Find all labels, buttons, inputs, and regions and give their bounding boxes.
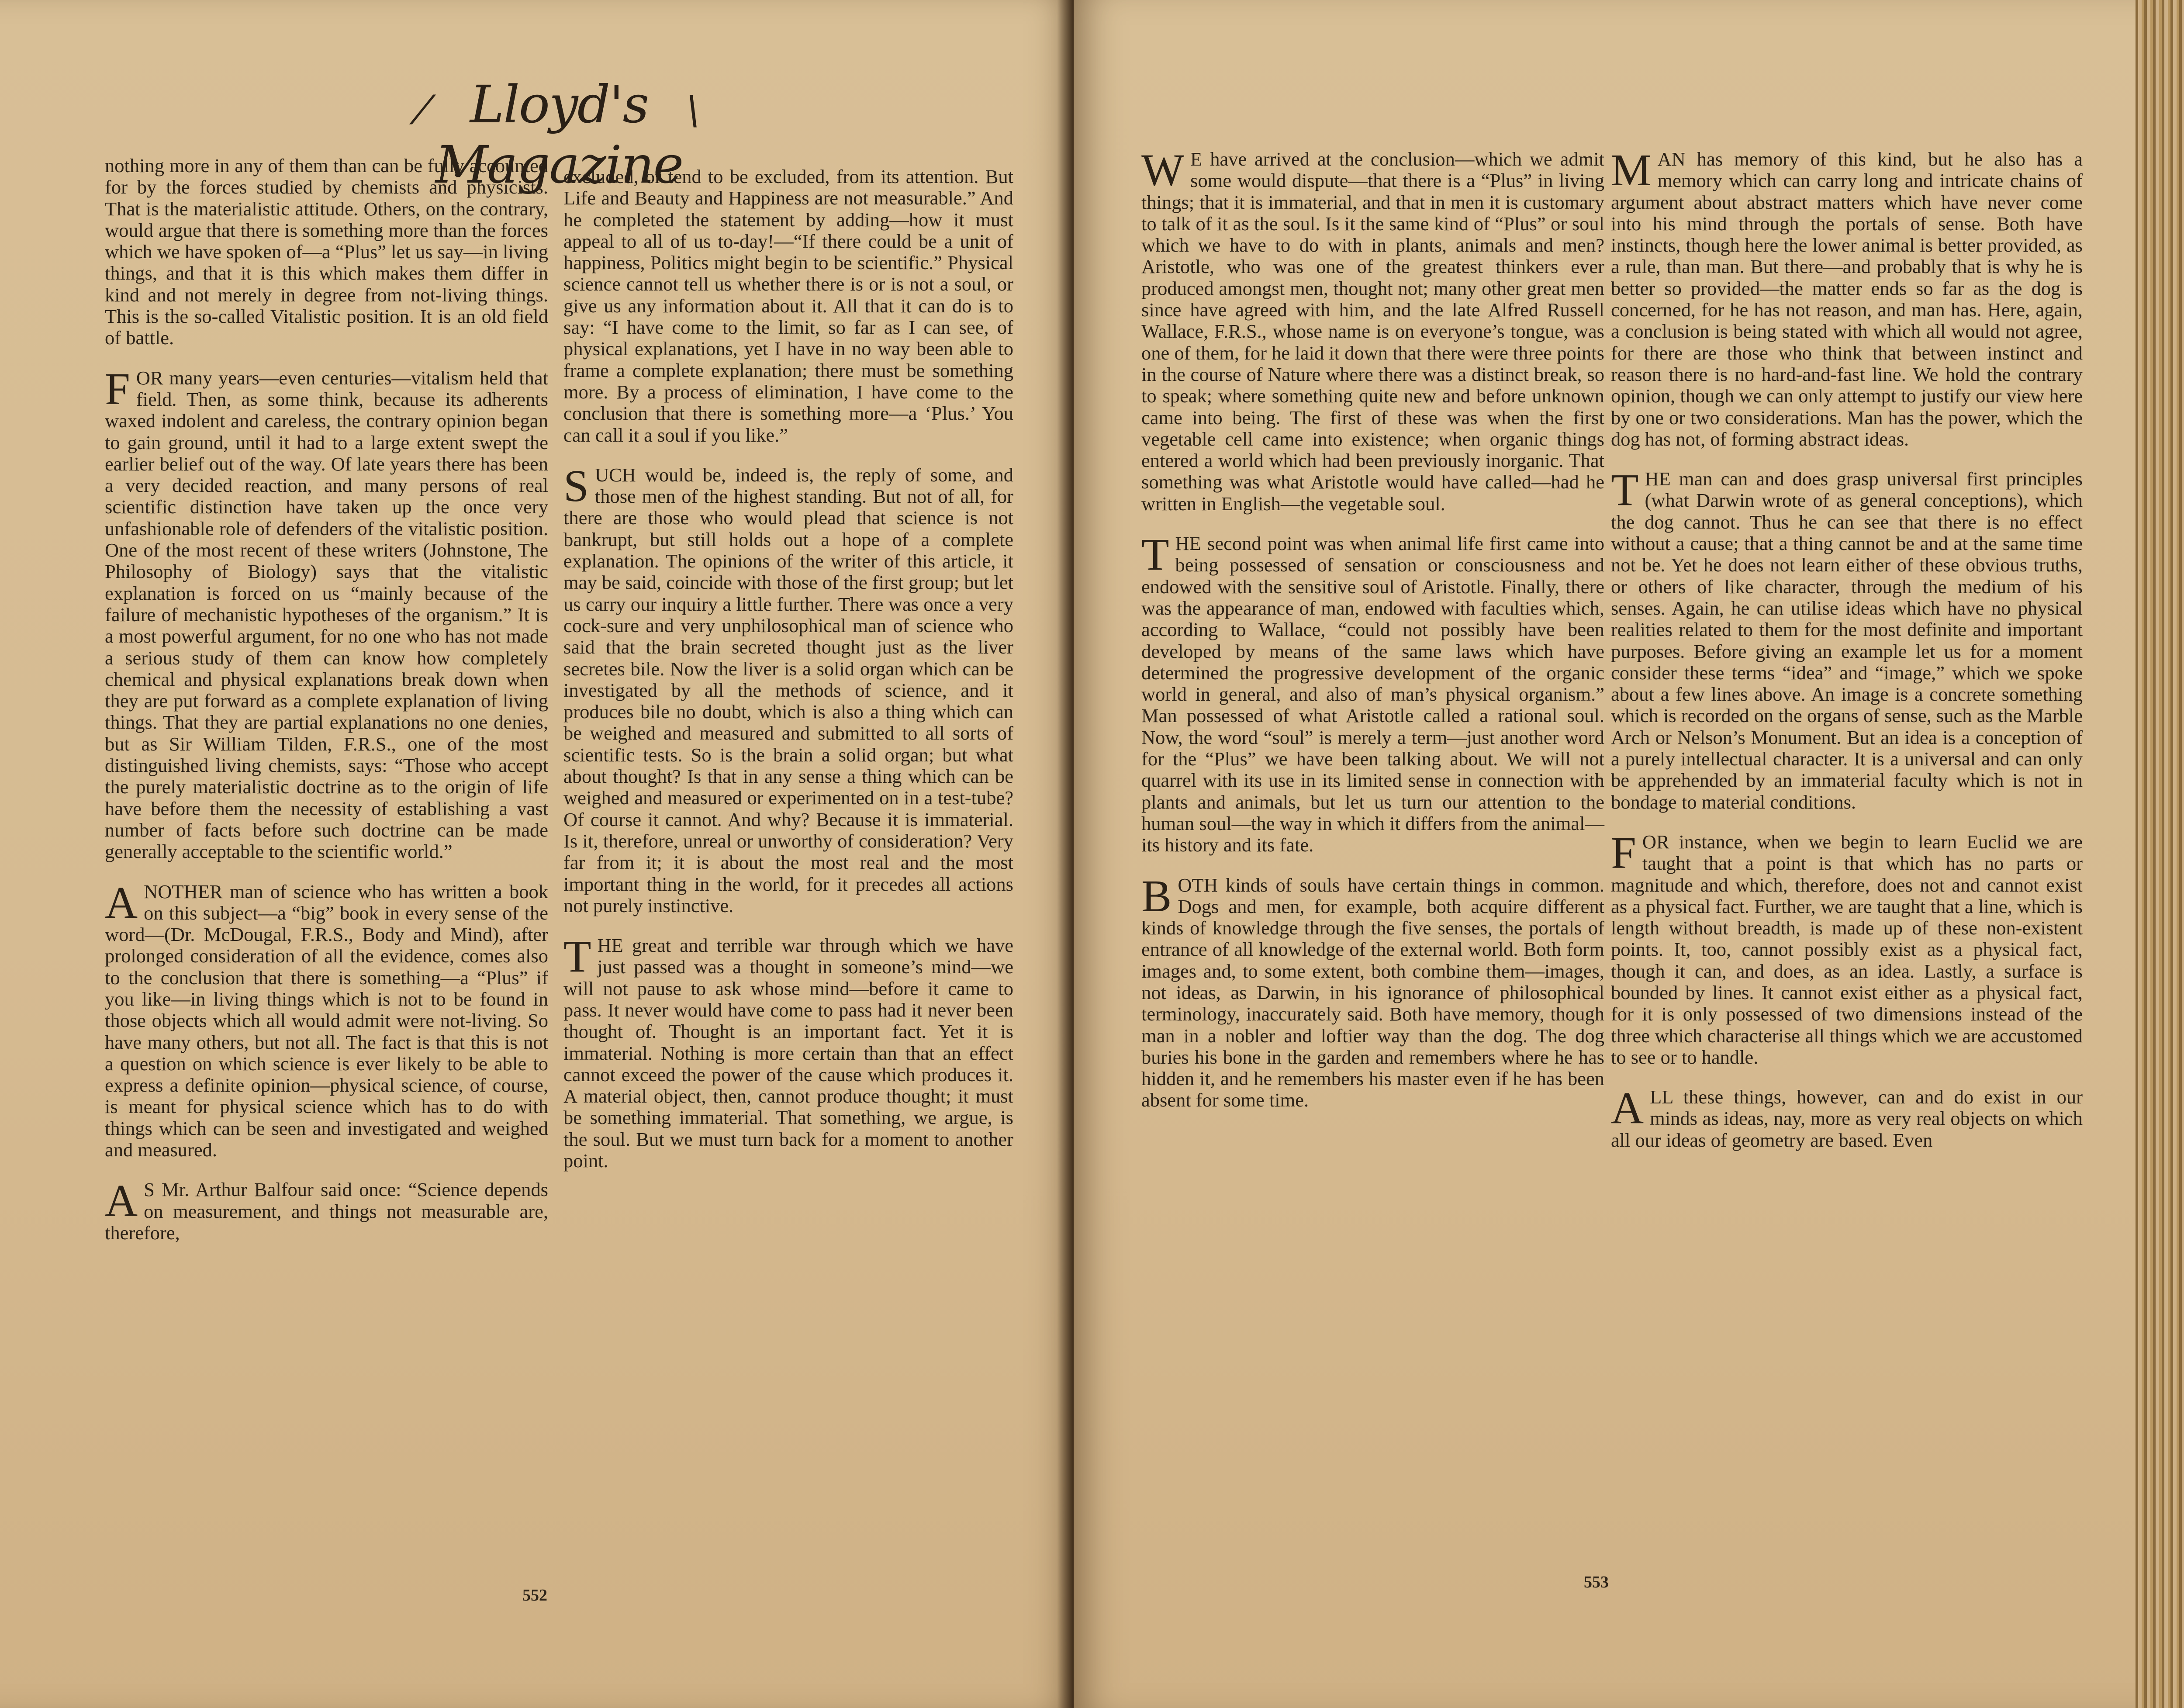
paragraph-text: S Mr. Arthur Balfour said once: “Science depends on measurement, and things not measurable are, therefore,: [105, 1179, 548, 1244]
drop-cap: T: [1141, 529, 1169, 580]
masthead-ornament-left: ⁄: [419, 87, 425, 133]
paragraph-text: NOTHER man of science who has written a book on this subject—a “big” book in every sense of the word—(Dr. McDougal, F.R.S., Body and Mind), after prolonged consideration of all the evidence, comes also to the conclusion that there is something—a “Plus” if you like—in living things which is not to be found in those objects which all would admit were not-living. So have many others, but not all. The fact is that this is not a question on which science is ever likely to be able to express a definite opinion—physical science, of course, is meant for physical science which has to do with things which can be seen and investigated and weighed and measured.: [105, 880, 548, 1161]
paragraph-text: nothing more in any of them than can be fully accounted for by the forces studied by chemists and physicists. That is the materialistic attitude. Others, on the contrary, would argue that there is something more than the forces which we have spoken of—a “Plus” let us say—in living things, and that it is this which makes them differ in kind and not merely in degree from not-living things. This is the so-called Vitalistic position. It is an old field of battle.: [105, 155, 548, 349]
right-column-1: [1141, 145, 1604, 1130]
article-paragraph: [1611, 145, 2083, 450]
article-paragraph: [105, 877, 548, 1161]
left-page: [0, 0, 1074, 1708]
page-edges: [2136, 0, 2184, 1708]
right-column-2: [1611, 145, 2083, 1169]
article-paragraph: [105, 363, 548, 863]
drop-cap: A: [105, 1176, 138, 1226]
paragraph-text: excluded, or tend to be excluded, from its attention. But Life and Beauty and Happiness are not measurable.” And he completed the statement by adding—how it must appeal to all of us to-day!—“If there could be a unit of happiness, Politics might begin to be scientific.” Physical science cannot tell us whether there is or is not a soul, or give us any information about it. All that it can do is to say: “I have come to the limit, so far as I can see, of physical explanations, yet I have in no way been able to frame a complete explanation; there must be something more. By a process of elimination, I have come to the conclusion that there is something more—a ‘Plus.’ You can call it a soul if you like.”: [563, 166, 1013, 446]
paragraph-text: LL these things, however, can and do exist in our minds as ideas, nay, more as very real objects on which all our ideas of geometry are based. Even: [1611, 1086, 2083, 1151]
masthead-ornament-right: \: [686, 87, 699, 133]
drop-cap: S: [563, 460, 589, 511]
masthead-title: Lloyd's Magazine: [435, 74, 683, 195]
left-column-1: [105, 155, 548, 1262]
paragraph-text: OR many years—even centuries—vitalism held that field. Then, as some think, because its adherents waxed indolent and careless, the contrary opinion began to gain ground, until it had to a large extent swept the earlier belief out of the way. Of late years there has been a very decided reaction, and many persons of real scientific distinction have taken up the once very unfashionable role of defenders of the vitalistic position. One of the most recent of these writers (Johnstone, The Philosophy of Biology) says that the vitalistic explanation is forced on us “mainly because of the failure of mechanistic hypotheses of the organism.” It is a most powerful argument, for no one who has not made a serious study of them can know how completely chemical and physical explanations break down when they are put forward as a complete explanation of living things. That they are partial explanations no one denies, but as Sir William Tilden, F.R.S., one of the most distinguished living chemists, says: “Those who accept the purely materialistic doctrine as to the origin of life have before them the necessity of establishing a vast number of facts before such doctrine can be made generally acceptable to the scientific world.”: [105, 366, 548, 863]
drop-cap: M: [1611, 145, 1652, 195]
drop-cap: A: [105, 877, 138, 928]
left-column-2: [563, 166, 1013, 1190]
paragraph-text: OTH kinds of souls have certain things in common. Dogs and men, for example, both acquire different kinds of knowledge through the five senses, the portals of entrance of all knowledge of the external world. Both form images and, to some extent, both combine them—images, not ideas, as Darwin, in his ignorance of philosophical terminology, inaccurately said. Both have memory, though man in a nobler and loftier way than the dog. The dog buries his bone in the garden and remembers where he has hidden it, and he remembers his master even if he has been absent for some time.: [1141, 874, 1604, 1111]
drop-cap: W: [1141, 145, 1185, 195]
drop-cap: T: [1611, 465, 1639, 515]
drop-cap: T: [563, 931, 591, 982]
article-paragraph: [105, 1176, 548, 1244]
paragraph-text: HE second point was when animal life first came into being possessed of sensation or consciousness and endowed with the sensitive soul of Aristotle. Finally, there was the appearance of man, endowed with faculties which, according to Wallace, “could not possibly have been developed by means of the same laws which have determined the progressive development of the organic world in general, and also of man’s physical organism.” Man possessed of what Aristotle called a rational soul. Now, the word “soul” is merely a term—just another word for the “Plus” we have been talking about. We will not quarrel with its use in its limited sense in connection with plants and animals, but let us turn our attention to the human soul—the way in which it differs from the animal—its history and its fate.: [1141, 532, 1604, 856]
drop-cap: F: [105, 363, 130, 414]
drop-cap: F: [1611, 827, 1636, 878]
paragraph-text: OR instance, when we begin to learn Euclid we are taught that a point is that which has no parts or magnitude and which, therefore, does not and cannot exist as a physical fact. Further, we are taught that a line, which is length without breadth, is made up of these non-existent points. It, too, cannot possibly exist as a physical fact, though it can, and does, as an idea. Lastly, a surface is bounded by lines. It cannot exist either as a physical fact, for it is only possessed of two dimensions instead of the three which characterise all things which we are accustomed to see or to handle.: [1611, 830, 2083, 1068]
paragraph-text: HE great and terrible war through which we have just passed was a thought in someone’s mind—we will not pause to ask whose mind—before it came to pass. It never would have come to pass had it never been thought of. Thought is an important fact. Yet it is immaterial. Nothing is more certain than that an effect cannot exceed the power of the cause which produces it. A material object, then, cannot produce thought; it must be something immaterial. That something, we argue, is the soul. But we must turn back for a moment to another point.: [563, 934, 1013, 1172]
article-paragraph: [1141, 529, 1604, 856]
article-paragraph: [1141, 145, 1604, 515]
masthead: [419, 74, 699, 195]
article-paragraph: [563, 931, 1013, 1172]
drop-cap: A: [1611, 1083, 1644, 1134]
article-paragraph: [1141, 871, 1604, 1111]
article-paragraph: [563, 460, 1013, 916]
article-paragraph: [1611, 465, 2083, 813]
paragraph-text: AN has memory of this kind, but he also has a memory which can carry long and intricate chains of argument about abstract matters which have never come into his mind through the portals of sense. Both have instincts, though here the lower animal is better provided, as a rule, than man. But there—and probably that is why he is better so provided—the matter ends so far as the dog is concerned, for he has not reason, and man has. Here, again, a conclusion is being stated with which all would not agree, for there are those who think that between instinct and reason there is no hard-and-fast line. We hold the contrary opinion, though we can only attempt to justify our view here by one or two considerations. Man has the power, which the dog has not, of forming abstract ideas.: [1611, 148, 2083, 450]
article-paragraph: [105, 155, 548, 349]
article-paragraph: [563, 166, 1013, 446]
right-page: [1074, 0, 2184, 1708]
paragraph-text: E have arrived at the conclusion—which we admit some would dispute—that there is a “Plus” in living things; that it is immaterial, and that in men it is customary to talk of it as the soul. Is it the same kind of “Plus” or soul which we have to do with in plants, animals and men? Aristotle, who was one of the greatest thinkers ever produced amongst men, thought not; many other great men since have agreed with him, and the late Alfred Russell Wallace, F.R.S., whose name is on everyone’s tongue, was one of them, for he laid it down that there were three points in the course of Nature where there was a distinct break, so to speak; where something quite new and before unknown came into being. The first of these was when the first vegetable cell came into existence; when organic things entered a world which had been previously inorganic. That something was what Aristotle would have called—had he written in English—the vegetable soul.: [1141, 148, 1604, 515]
paragraph-text: HE man can and does grasp universal first principles (what Darwin wrote of as general conceptions), which the dog cannot. Thus he can see that there is no effect without a cause; that a thing cannot be and at the same time not be. Yet he does not learn either of these obvious truths, or others of like character, through the medium of his senses. Again, he can utilise ideas which have no physical realities related to them for the most definite and important purposes. Before giving an example let us for a moment consider these terms “idea” and “image,” which we spoke about a few lines above. An image is a concrete something which is recorded on the organs of sense, such as the Marble Arch or Nelson’s Monument. But an idea is a conception of a purely intellectual character. It is a universal and can only be apprehended by an immaterial faculty which is not in bondage to material conditions.: [1611, 468, 2083, 813]
page-number-left: 552: [522, 1586, 547, 1604]
article-paragraph: [1611, 1083, 2083, 1151]
article-paragraph: [1611, 827, 2083, 1068]
page-number-right: 553: [1584, 1573, 1609, 1591]
paragraph-text: UCH would be, indeed is, the reply of some, and those men of the highest standing. But not of all, for there are those who would plead that science is not bankrupt, but still holds out a hope of a complete explanation. The opinions of the writer of this article, it may be said, coincide with those of the first group; but let us carry our inquiry a little further. There was once a very cock-sure and very unphilosophical man of science who said that the brain secreted thought just as the liver secretes bile. Now the liver is a solid organ which can be investigated by all the methods of science, and it produces bile no doubt, which is also a thing which can be weighed and measured and submitted to all sorts of scientific tests. So is the brain a solid organ; but what about thought? Is that in any sense a thing which can be weighed and measured or experimented on in a test-tube? Of course it cannot. And why? Because it is immaterial. Is it, therefore, unreal or unworthy of consideration? Very far from it; it is about the most real and the most important thing in the world, for it precedes all actions not purely instinctive.: [563, 463, 1013, 916]
drop-cap: B: [1141, 871, 1172, 921]
